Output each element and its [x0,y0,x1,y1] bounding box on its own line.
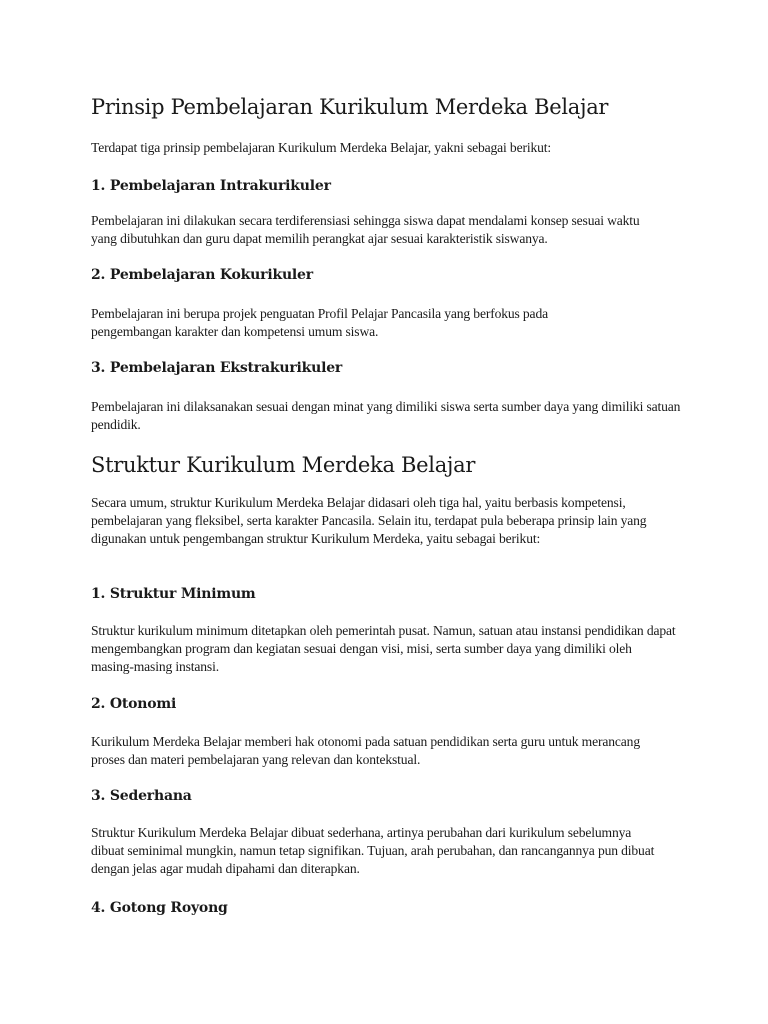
item-heading-struktur-minimum: 1. Struktur Minimum [91,586,256,602]
section-intro-struktur: Secara umum, struktur Kurikulum Merdeka Belajar didasari oleh tiga hal, yaitu berbasis kompetensi, pembelajaran yang fleksibel, serta karakter Pancasila. Selain itu, terdapat pula beberapa prinsip lain yang digunakan untuk pengembangan struktur Kurikulum Merdeka, yaitu sebagai berikut: [91,495,647,546]
section-title-prinsip: Prinsip Pembelajaran Kurikulum Merdeka Belajar [91,95,609,119]
item-body-sederhana: Struktur Kurikulum Merdeka Belajar dibuat sederhana, artinya perubahan dari kurikulum sebelumnya dibuat seminimal mungkin, namun tetap signifikan. Tujuan, arah perubahan, dan rancangannya pun dibuat dengan jelas agar mudah dipahami dan diterapkan. [91,825,655,876]
item-heading-otonomi: 2. Otonomi [91,696,177,712]
section-title-struktur: Struktur Kurikulum Merdeka Belajar [91,453,476,477]
item-body-kokurikuler: Pembelajaran ini berupa projek penguatan Profil Pelajar Pancasila yang berfokus pada pengembangan karakter dan kompetensi umum siswa. [91,306,548,339]
item-heading-kokurikuler: 2. Pembelajaran Kokurikuler [91,267,313,283]
item-body-ekstrakurikuler: Pembelajaran ini dilaksanakan sesuai dengan minat yang dimiliki siswa serta sumber daya yang dimiliki satuan pendidik. [91,399,681,432]
section-intro-prinsip: Terdapat tiga prinsip pembelajaran Kurikulum Merdeka Belajar, yakni sebagai berikut: [91,140,552,155]
item-body-otonomi: Kurikulum Merdeka Belajar memberi hak otonomi pada satuan pendidikan serta guru untuk merancang proses dan materi pembelajaran yang relevan dan kontekstual. [91,734,640,767]
item-heading-sederhana: 3. Sederhana [91,788,192,804]
item-body-intrakurikuler: Pembelajaran ini dilakukan secara terdiferensiasi sehingga siswa dapat mendalami konsep sesuai waktu yang dibutuhkan dan guru dapat memilih perangkat ajar sesuai karakteristik siswanya. [91,213,640,246]
item-heading-intrakurikuler: 1. Pembelajaran Intrakurikuler [91,178,331,194]
item-heading-gotong-royong: 4. Gotong Royong [91,900,228,916]
item-body-struktur-minimum: Struktur kurikulum minimum ditetapkan oleh pemerintah pusat. Namun, satuan atau instansi pendidikan dapat mengembangkan program dan kegiatan sesuai dengan visi, misi, serta sumber daya yang dimiliki oleh masing-masing instansi. [91,623,676,674]
item-heading-ekstrakurikuler: 3. Pembelajaran Ekstrakurikuler [91,360,343,376]
